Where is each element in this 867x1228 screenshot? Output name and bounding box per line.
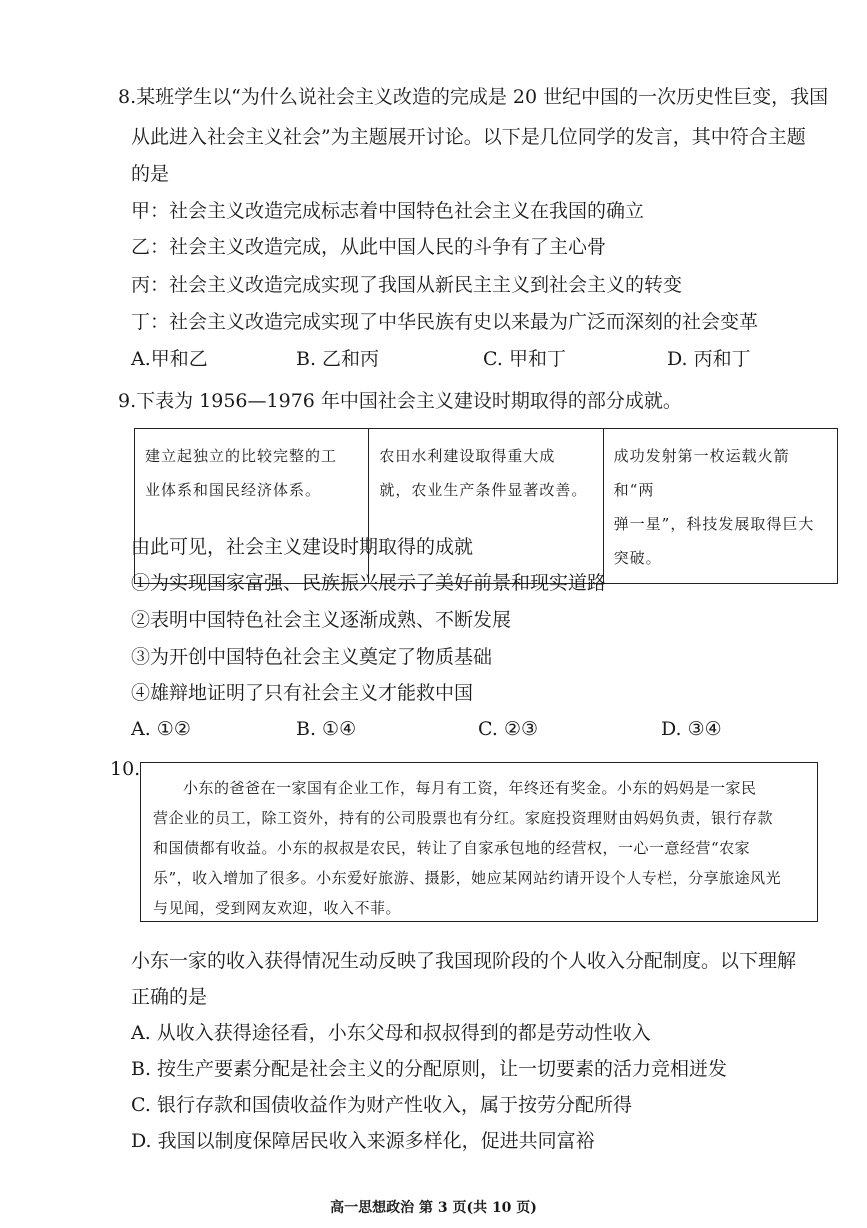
q9-table-cell-technology bbox=[603, 429, 837, 584]
q10-material-line-1: 小东的爸爸在一家国有企业工作，每月有工资，年终还有奖金。小东的妈妈是一家民 bbox=[183, 779, 757, 797]
q9-achievements-table bbox=[134, 428, 838, 584]
q9-cell-1-line-2: 业体系和国民经济体系。 bbox=[145, 481, 322, 499]
q8-option-b: B. 乙和丙 bbox=[296, 348, 380, 370]
q10-option-d: D. 我国以制度保障居民收入来源多样化，促进共同富裕 bbox=[131, 1130, 595, 1152]
q10-number: 10. bbox=[110, 758, 141, 780]
q8-stem-line-2: 从此进入社会主义社会”为主题展开讨论。以下是几位同学的发言，其中符合主题 bbox=[131, 126, 806, 148]
q9-stem: 9.下表为 1956—1976 年中国社会主义建设时期取得的部分成就。 bbox=[118, 390, 682, 412]
q9-table-cell-industry bbox=[135, 429, 369, 584]
q9-statement-4: ④雄辩地证明了只有社会主义才能救中国 bbox=[131, 682, 474, 704]
q9-option-d: D. ③④ bbox=[661, 718, 722, 740]
q9-statement-1: ①为实现国家富强、民族振兴展示了美好前景和现实道路 bbox=[131, 572, 607, 594]
q9-statement-2: ②表明中国特色社会主义逐渐成熟、不断发展 bbox=[131, 609, 512, 631]
q9-option-a: A. ①② bbox=[131, 718, 191, 740]
q8-statement-ding: 丁：社会主义改造完成实现了中华民族有史以来最为广泛而深刻的社会变革 bbox=[131, 311, 759, 333]
q9-cell-2-line-2: 就，农业生产条件显著改善。 bbox=[379, 481, 588, 499]
q8-statement-yi: 乙：社会主义改造完成，从此中国人民的斗争有了主心骨 bbox=[131, 236, 607, 258]
q8-option-d: D. 丙和丁 bbox=[667, 348, 751, 370]
q9-cell-3-line-2: 弹一星”，科技发展取得巨大突破。 bbox=[613, 515, 815, 567]
q8-option-c: C. 甲和丁 bbox=[483, 348, 566, 370]
q10-stem-line-2: 正确的是 bbox=[131, 986, 208, 1008]
page-footer: 高一思想政治 第 3 页(共 10 页) bbox=[330, 1200, 537, 1216]
q10-material-line-3: 和国债都有收益。小东的叔叔是农民，转让了自家承包地的经营权，一心一意经营“农家 bbox=[153, 839, 751, 857]
q8-stem-line-1: 8.某班学生以“为什么说社会主义改造的完成是 20 世纪中国的一次历史性巨变，我国 bbox=[118, 86, 829, 108]
q10-material-box bbox=[140, 762, 818, 922]
q10-material-line-5: 与见闻，受到网友欢迎，收入不菲。 bbox=[153, 899, 402, 917]
q8-statement-jia: 甲：社会主义改造完成标志着中国特色社会主义在我国的确立 bbox=[131, 200, 645, 222]
q9-table-cell-agriculture bbox=[369, 429, 603, 584]
q10-option-b: B. 按生产要素分配是社会主义的分配原则，让一切要素的活力竞相迸发 bbox=[131, 1058, 728, 1080]
q9-lead: 由此可见，社会主义建设时期取得的成就 bbox=[131, 536, 474, 558]
q8-option-a: A.甲和乙 bbox=[131, 348, 208, 370]
q9-cell-1-line-1: 建立起独立的比较完整的工 bbox=[145, 447, 338, 465]
q9-option-b: B. ①④ bbox=[296, 718, 357, 740]
q9-cell-3-line-1: 成功发射第一枚运载火箭和“两 bbox=[613, 447, 790, 499]
q9-statement-3: ③为开创中国特色社会主义奠定了物质基础 bbox=[131, 646, 493, 668]
q8-stem-line-3: 的是 bbox=[131, 163, 170, 185]
q10-material-line-2: 营企业的员工，除工资外，持有的公司股票也有分红。家庭投资理财由妈妈负责，银行存款 bbox=[153, 809, 774, 827]
q10-option-c: C. 银行存款和国债收益作为财产性收入，属于按劳分配所得 bbox=[131, 1094, 632, 1116]
q9-option-c: C. ②③ bbox=[478, 718, 539, 740]
q10-option-a: A. 从收入获得途径看，小东父母和叔叔得到的都是劳动性收入 bbox=[131, 1022, 651, 1044]
q10-stem-line-1: 小东一家的收入获得情况生动反映了我国现阶段的个人收入分配制度。以下理解 bbox=[131, 950, 797, 972]
q10-material-line-4: 乐”，收入增加了很多。小东爱好旅游、摄影，她应某网站约请开设个人专栏，分享旅途风光 bbox=[153, 869, 782, 887]
q8-statement-bing: 丙：社会主义改造完成实现了我国从新民主主义到社会主义的转变 bbox=[131, 274, 683, 296]
q9-cell-2-line-1: 农田水利建设取得重大成 bbox=[379, 447, 556, 465]
